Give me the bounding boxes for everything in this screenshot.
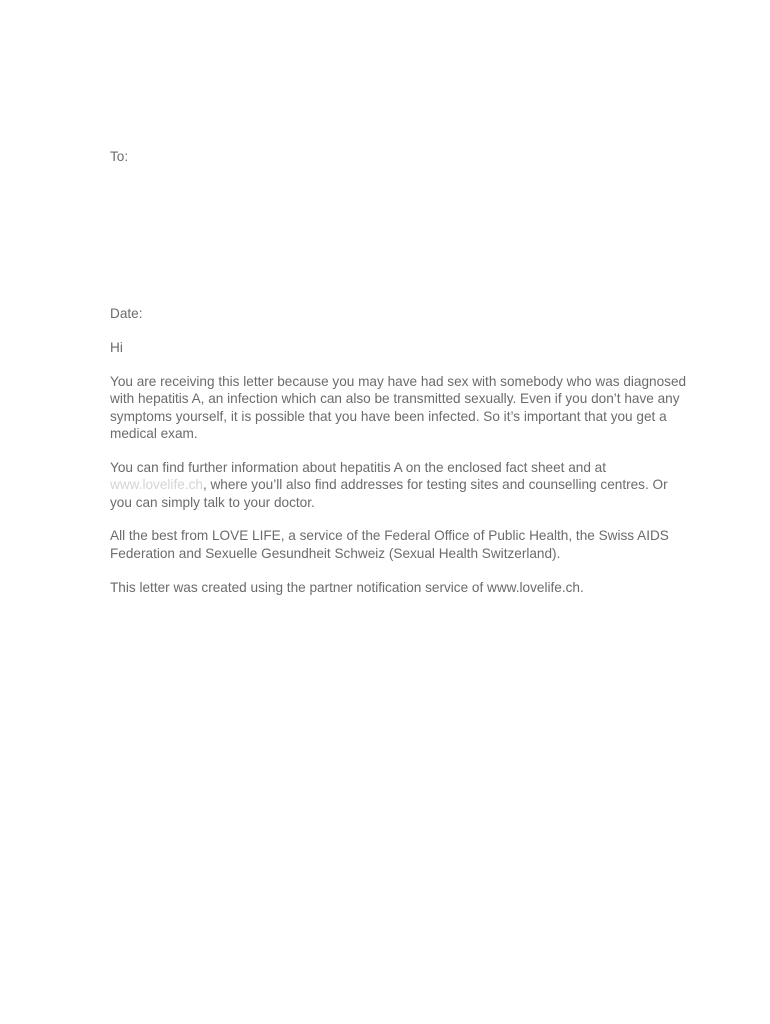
paragraph-further-information-lead: You can find further information about hepatitis A on the enclosed fact sheet and at [110,459,607,475]
to-label: To: [110,149,129,164]
paragraph-further-information-tail: , where you’ll also find addresses for testing sites and counselling centres. Or you can simply talk to your doctor. [110,477,668,510]
paragraph-infection-notice: You are receiving this letter because you may have had sex with somebody who was diagnosed with hepatitis A, an infection which can also be transmitted sexually. Even if you don’t have any symptoms yourself, it is possible that you have been infected. So it’s important that you get a medical exam. [110,373,687,442]
date-label: Date: [110,306,143,321]
paragraph-signoff: All the best from LOVE LIFE, a service of the Federal Office of Public Health, the Swiss AIDS Federation and Sexuelle Gesundheit Schweiz (Sexual Health Switzerland). [110,528,669,561]
greeting: Hi [110,340,123,355]
paragraph-service-note: This letter was created using the partner notification service of www.lovelife.ch. [110,579,584,595]
letter-body [110,339,690,612]
lovelife-link[interactable]: www.lovelife.ch [110,477,203,493]
paragraph-further-information [110,459,690,511]
